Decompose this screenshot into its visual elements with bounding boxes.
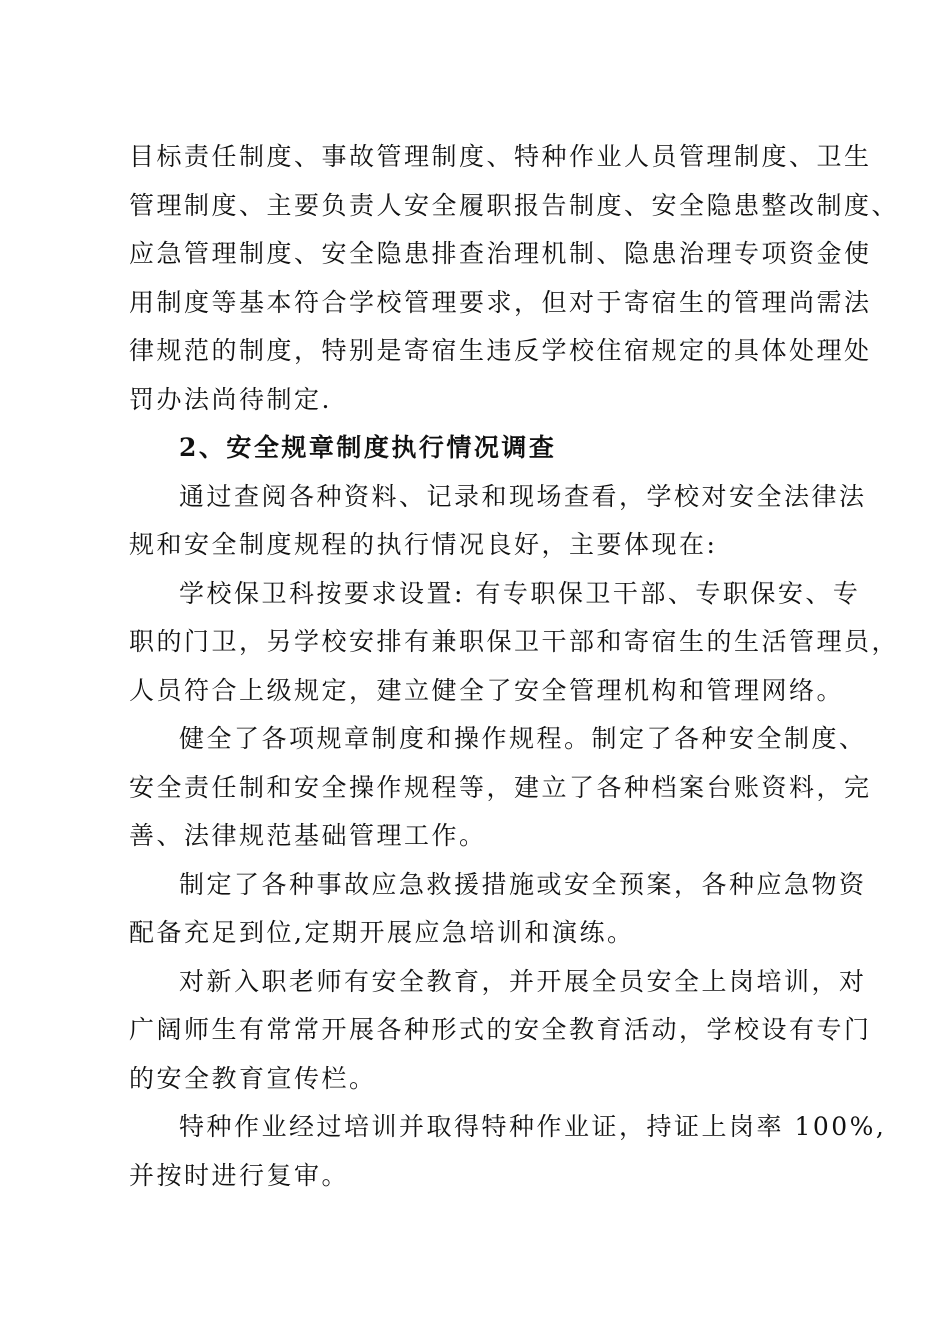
section-heading [129,424,849,473]
paragraph-rules-procedures [129,715,872,861]
text-line: 健全了各项规章制度和操作规程。制定了各种安全制度、 [179,724,867,753]
text-line: 制定了各种事故应急救援措施或安全预案，各种应急物资 [179,869,867,899]
text-line: 善、法律规范基础管理工作。 [129,821,487,850]
paragraph-emergency-plans [129,861,867,958]
paragraph-inspection-summary [129,473,867,570]
text-line: 规和安全制度规程的执行情况良好，主要体现在: [129,530,718,559]
section-heading-text: 2、安全规章制度执行情况调查 [179,433,557,462]
text-line: 应急管理制度、安全隐患排查治理机制、隐患治理专项资金使 [129,239,872,268]
text-line: 罚办法尚待制定. [129,384,332,414]
text-line: 特种作业经过培训并取得特种作业证，持证上岗率 100%, [179,1112,887,1141]
text-line: 的安全教育宣传栏。 [129,1063,377,1093]
text-line: 安全责任制和安全操作规程等，建立了各种档案台账资料，完 [129,772,872,802]
text-line: 用制度等基本符合学校管理要求，但对于寄宿生的管理尚需法 [129,287,872,317]
text-line: 广阔师生有常常开展各种形式的安全教育活动，学校设有专门 [129,1015,872,1044]
text-line: 律规范的制度，特别是寄宿生违反学校住宿规定的具体处理处 [129,336,872,365]
text-line: 配备充足到位,定期开展应急培训和演练。 [129,918,635,947]
paragraph-safety-education [129,958,872,1104]
text-line: 学校保卫科按要求设置: 有专职保卫干部、专职保安、专 [179,578,861,608]
text-line: 职的门卫，另学校安排有兼职保卫干部和寄宿生的生活管理员， [129,627,900,656]
paragraph-special-operations [129,1103,887,1200]
text-line: 人员符合上级规定，建立健全了安全管理机构和管理网络。 [129,675,845,705]
text-line: 目标责任制度、事故管理制度、特种作业人员管理制度、卫生 [129,142,872,171]
paragraph-safety-systems [129,133,900,424]
text-line: 通过查阅各种资料、记录和现场查看，学校对安全法律法 [179,481,867,511]
text-line: 管理制度、主要负责人安全履职报告制度、安全隐患整改制度、 [129,190,900,220]
paragraph-security-staffing [129,570,900,716]
text-line: 对新入职老师有安全教育，并开展全员安全上岗培训，对 [179,966,867,996]
text-line: 并按时进行复审。 [129,1160,350,1190]
document-body [129,133,900,1200]
